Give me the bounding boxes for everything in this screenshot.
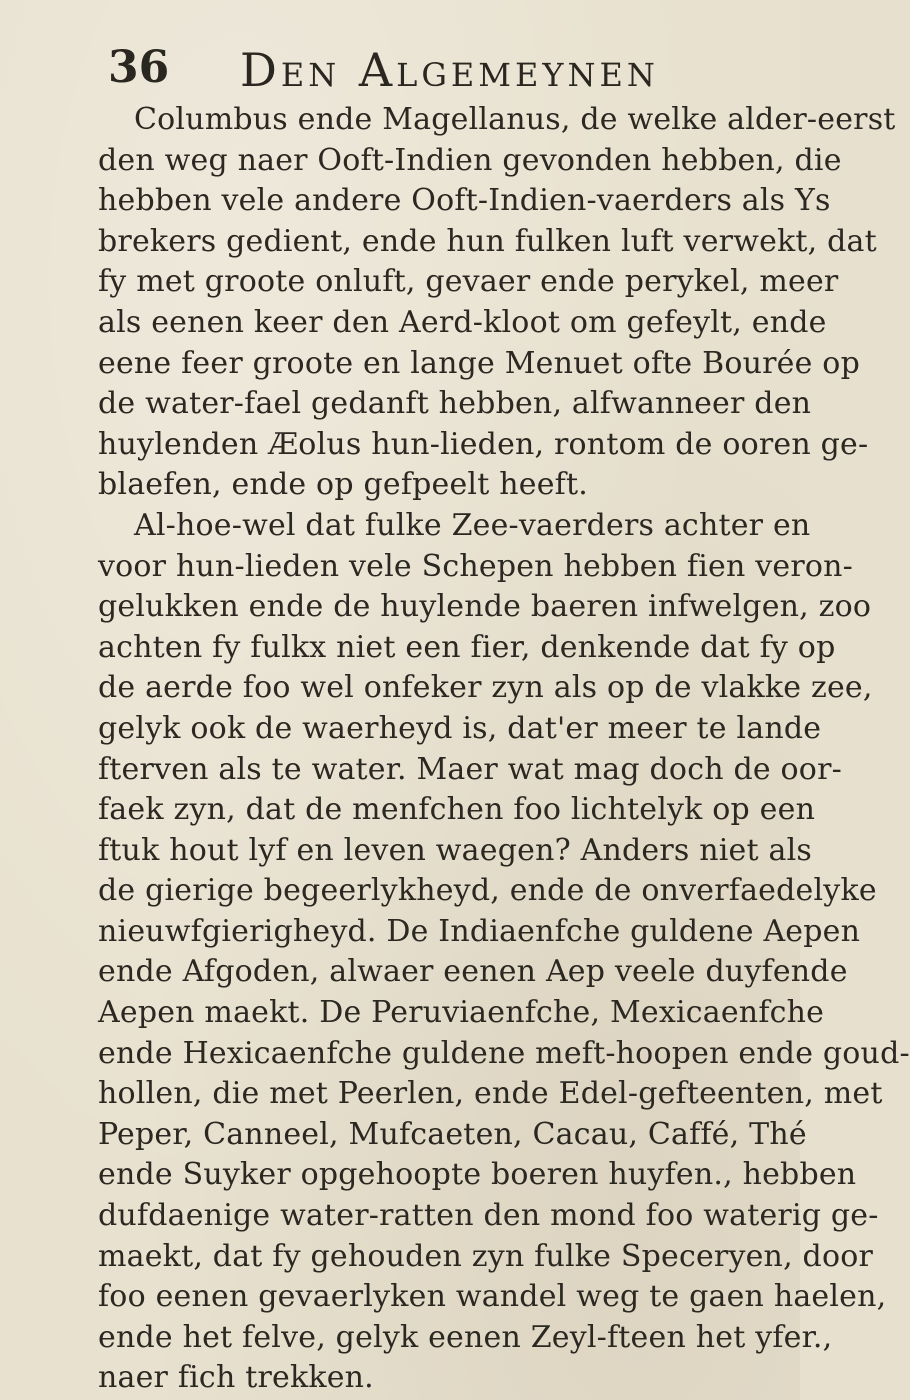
text-line: dufdaenige water-ratten den mond foo waterig ge- (98, 1198, 879, 1234)
text-line: Columbus ende Magellanus, de welke alder-eerst (134, 102, 896, 137)
text-line: eene feer groote en lange Menuet ofte Bourée op (98, 345, 860, 381)
text-line: nieuwfgierigheyd. De Indiaenfche guldene Aepen (98, 913, 861, 949)
text-line: maekt, dat fy gehouden zyn fulke Speceryen, door (98, 1238, 874, 1274)
text-line: blaefen, ende op gefpeelt heeft. (98, 467, 588, 503)
text-line: naer fich trekken. (98, 1360, 374, 1396)
text-line: foo eenen gevaerlyken wandel weg te gaen haelen, (98, 1279, 887, 1315)
text-line: hollen, die met Peerlen, ende Edel-gefteenten, met (98, 1076, 883, 1112)
page-number: 36 (108, 42, 170, 93)
text-line: den weg naer Ooft-Indien gevonden hebben, die (98, 142, 842, 178)
text-line: als eenen keer den Aerd-kloot om gefeylt, ende (98, 304, 827, 340)
text-line: brekers gedient, ende hun fulken luft verwekt, dat (98, 223, 877, 259)
text-line: de gierige begeerlykheyd, ende de onverfaedelyke (98, 873, 877, 909)
text-line: ftuk hout lyf en leven waegen? Anders niet als (98, 832, 812, 868)
text-line: de water-fael gedanft hebben, alfwanneer den (98, 386, 812, 422)
text-line: fy met groote onluft, gevaer ende perykel, meer (98, 264, 839, 300)
text-line: faek zyn, dat de menfchen foo lichtelyk op een (98, 792, 816, 828)
text-line: ende Suyker opgehoopte boeren huyfen., hebben (98, 1157, 857, 1193)
page-header (108, 42, 708, 104)
text-line: Aepen maekt. De Peruviaenfche, Mexicaenfche (98, 995, 825, 1031)
text-line: ende Hexicaenfche guldene meft-hoopen ende goud- (98, 1035, 910, 1071)
text-line: huylenden Æolus hun-lieden, rontom de ooren ge- (98, 426, 869, 462)
text-line: voor hun-lieden vele Schepen hebben fien veron- (98, 548, 854, 584)
text-line: ende Afgoden, alwaer eenen Aep veele duyfende (98, 954, 848, 990)
text-line: Al-hoe-wel dat fulke Zee-vaerders achter en (134, 507, 811, 543)
text-line: ende het felve, gelyk eenen Zeyl-fteen het yfer., (98, 1319, 833, 1355)
body-text (98, 100, 910, 1399)
text-line: de aerde foo wel onfeker zyn als op de vlakke zee, (98, 670, 873, 706)
running-head: Den Algemeynen (240, 43, 659, 97)
text-line: gelukken ende de huylende baeren infwelgen, zoo (98, 589, 872, 625)
text-line: achten fy fulkx niet een fier, denkende dat fy op (98, 629, 836, 665)
text-line: hebben vele andere Ooft-Indien-vaerders als Ys (98, 183, 831, 219)
text-line: fterven als te water. Maer wat mag doch de oor- (98, 751, 842, 787)
text-line: gelyk ook de waerheyd is, dat'er meer te lande (98, 710, 822, 746)
text-line: Peper, Canneel, Mufcaeten, Cacau, Caffé, Thé (98, 1116, 807, 1152)
